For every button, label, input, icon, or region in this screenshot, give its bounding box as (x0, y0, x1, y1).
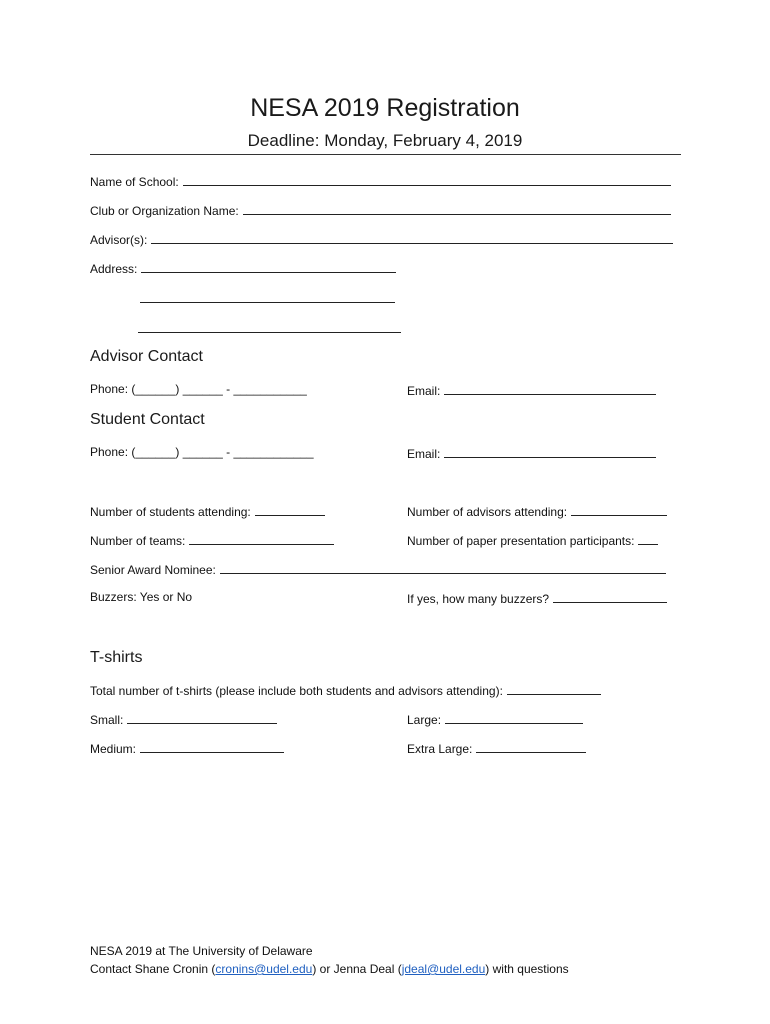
address-row (90, 260, 396, 276)
advisors-attending-label: Number of advisors attending: (407, 505, 568, 519)
advisor-contact-heading: Advisor Contact (90, 348, 203, 365)
advisors-label: Advisor(s): (90, 233, 148, 247)
cronins-email-link[interactable]: cronins@udel.edu (215, 962, 313, 976)
student-email-field[interactable] (444, 445, 656, 458)
paper-participants-field[interactable] (638, 532, 658, 545)
student-phone-row (90, 445, 314, 459)
tshirt-large-label: Large: (407, 713, 442, 727)
school-name-row (90, 173, 671, 189)
address-line3-row (138, 320, 401, 336)
buzzers-count-field[interactable] (553, 590, 667, 603)
header-rule (90, 154, 681, 155)
student-email-row (407, 445, 656, 461)
tshirt-xl-field[interactable] (476, 740, 586, 753)
advisors-field[interactable] (151, 231, 673, 244)
footer-contact-mid: ) or Jenna Deal ( (312, 962, 402, 976)
school-name-field[interactable] (183, 173, 671, 186)
students-attending-label: Number of students attending: (90, 505, 251, 519)
advisor-email-label: Email: (407, 384, 441, 398)
tshirt-total-label: Total number of t-shirts (please include both students and advisors attending): (90, 684, 503, 698)
address-field-line1[interactable] (141, 260, 396, 273)
tshirt-large-field[interactable] (445, 711, 583, 724)
footer-contact-line (90, 962, 569, 976)
form-title: NESA 2019 Registration (250, 94, 520, 122)
teams-label: Number of teams: (90, 534, 186, 548)
tshirt-medium-field[interactable] (140, 740, 284, 753)
students-attending-field[interactable] (255, 503, 325, 516)
advisor-phone-field[interactable]: Phone: (______) ______ - ___________ (90, 382, 307, 396)
jdeal-email-link[interactable]: jdeal@udel.edu (401, 962, 486, 976)
advisor-email-row (407, 382, 656, 398)
tshirt-small-row (90, 711, 277, 727)
tshirt-large-row (407, 711, 583, 727)
advisors-row (90, 231, 673, 247)
tshirt-small-label: Small: (90, 713, 124, 727)
tshirt-medium-row (90, 740, 284, 756)
tshirt-small-field[interactable] (127, 711, 277, 724)
address-line2-row (140, 290, 395, 306)
senior-nominee-field[interactable] (220, 561, 666, 574)
address-field-line2[interactable] (140, 290, 395, 303)
advisor-email-field[interactable] (444, 382, 656, 395)
tshirt-xl-label: Extra Large: (407, 742, 473, 756)
teams-row (90, 532, 334, 548)
school-name-label: Name of School: (90, 175, 179, 189)
students-attending-row (90, 503, 325, 519)
footer-contact-prefix: Contact Shane Cronin ( (90, 962, 216, 976)
tshirts-heading: T-shirts (90, 649, 143, 666)
paper-participants-label: Number of paper presentation participants: (407, 534, 635, 548)
footer-contact-suffix: ) with questions (485, 962, 569, 976)
tshirt-total-field[interactable] (507, 682, 601, 695)
club-name-field[interactable] (243, 202, 671, 215)
buzzers-label[interactable]: Buzzers: Yes or No (90, 590, 193, 604)
club-name-label: Club or Organization Name: (90, 204, 239, 218)
deadline-subtitle: Deadline: Monday, February 4, 2019 (247, 131, 523, 150)
address-field-line3[interactable] (138, 320, 401, 333)
buzzers-row (90, 590, 192, 604)
footer-event-line: NESA 2019 at The University of Delaware (90, 944, 313, 958)
senior-nominee-row (90, 561, 666, 577)
student-phone-field[interactable]: Phone: (______) ______ - ____________ (90, 445, 314, 459)
tshirt-total-row (90, 682, 601, 698)
paper-participants-row (407, 532, 658, 548)
club-name-row (90, 202, 671, 218)
advisors-attending-field[interactable] (571, 503, 667, 516)
student-email-label: Email: (407, 447, 441, 461)
teams-field[interactable] (189, 532, 334, 545)
address-label: Address: (90, 262, 138, 276)
advisor-phone-row (90, 382, 307, 396)
advisors-attending-row (407, 503, 667, 519)
buzzers-count-label: If yes, how many buzzers? (407, 592, 550, 606)
senior-nominee-label: Senior Award Nominee: (90, 563, 216, 577)
tshirt-medium-label: Medium: (90, 742, 137, 756)
buzzers-count-row (407, 590, 667, 606)
student-contact-heading: Student Contact (90, 411, 205, 428)
tshirt-xl-row (407, 740, 586, 756)
